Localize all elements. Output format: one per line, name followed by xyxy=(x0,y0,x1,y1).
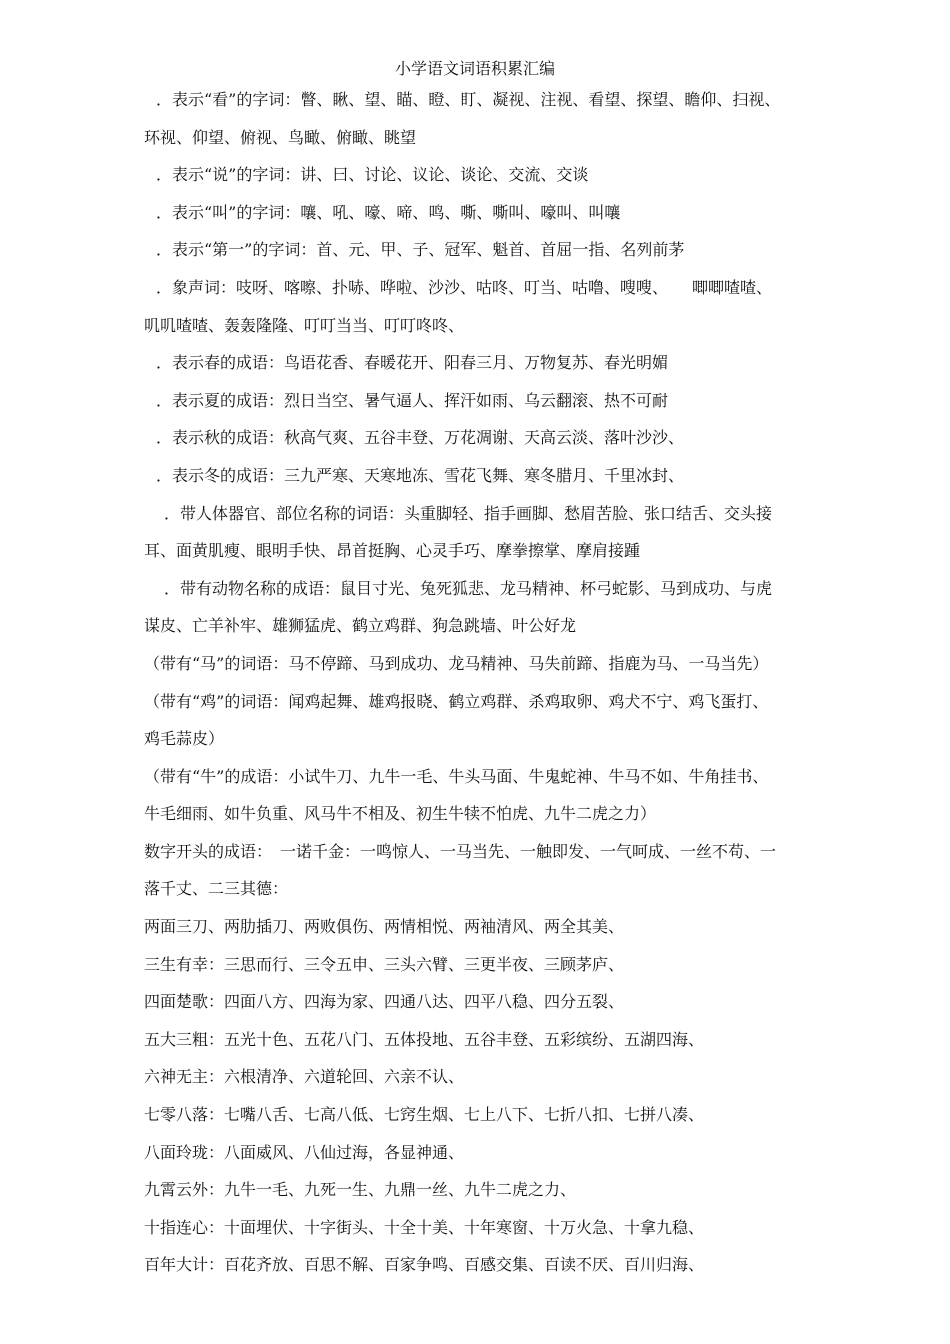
text-line: 环视、仰望、俯视、鸟瞰、俯瞰、眺望 xyxy=(144,127,417,147)
text-line: 三生有幸：三思而行、三令五申、三头六臂、三更半夜、三顾茅庐、 xyxy=(144,954,625,974)
text-line: 两面三刀、两肋插刀、两败俱伤、两情相悦、两袖清风、两全其美、 xyxy=(144,917,625,937)
text-line: ．表示“第一”的字词：首、元、甲、子、冠军、魁首、首屈一指、名列前茅 xyxy=(156,240,685,260)
text-line: ．表示“叫”的字词：嚷、吼、嚎、啼、鸣、嘶、嘶叫、嚎叫、叫嚷 xyxy=(156,202,621,222)
text-line: 四面楚歌：四面八方、四海为家、四通八达、四平八稳、四分五裂、 xyxy=(144,992,625,1012)
document-body xyxy=(144,88,816,1291)
text-line: ．表示“说”的字词：讲、曰、讨论、议论、谈论、交流、交谈 xyxy=(156,165,589,185)
text-line: （带有“鸡”的词语：闻鸡起舞、雄鸡报晓、鹤立鸡群、杀鸡取卵、鸡犬不宁、鸡飞蛋打、 xyxy=(144,691,769,711)
text-line: 十指连心：十面埋伏、十字街头、十全十美、十年寒窗、十万火急、十拿九稳、 xyxy=(144,1217,705,1237)
text-line: 谋皮、亡羊补牢、雄狮猛虎、鹤立鸡群、狗急跳墙、叶公好龙 xyxy=(144,616,577,636)
text-line: ．表示“看”的字词：瞥、瞅、望、瞄、瞪、盯、凝视、注视、看望、探望、瞻仰、扫视、 xyxy=(156,90,781,109)
document-title: 小学语文词语积累汇编 xyxy=(394,59,555,78)
text-line: 落千丈、二三其德： xyxy=(144,879,289,899)
text-line: ．表示夏的成语：烈日当空、暑气逼人、挥汗如雨、乌云翻滚、热不可耐 xyxy=(156,390,669,410)
text-line: ．象声词：吱呀、喀嚓、扑哧、哗啦、沙沙、咕咚、叮当、咕噜、嗖嗖、 唧唧喳喳、 xyxy=(156,277,773,297)
text-line: ．表示春的成语：鸟语花香、春暖花开、阳春三月、万物复苏、春光明媚 xyxy=(156,353,669,373)
text-line: （带有“马”的词语：马不停蹄、马到成功、龙马精神、马失前蹄、指鹿为马、一马当先） xyxy=(144,653,769,673)
text-line: ．带有动物名称的成语：鼠目寸光、兔死狐悲、龙马精神、杯弓蛇影、马到成功、与虎 xyxy=(164,578,773,598)
text-line: 鸡毛蒜皮） xyxy=(144,729,225,749)
text-line: ．带人体器官、部位名称的词语：头重脚轻、指手画脚、愁眉苦脸、张口结舌、交头接 xyxy=(164,503,773,523)
text-line: 六神无主：六根清净、六道轮回、六亲不认、 xyxy=(144,1067,465,1087)
text-line: 耳、面黄肌瘦、眼明手快、昂首挺胸、心灵手巧、摩拳擦掌、摩肩接踵 xyxy=(144,541,641,561)
text-line: 数字开头的成语： 一诺千金：一鸣惊人、一马当先、一触即发、一气呵成、一丝不苟、一 xyxy=(144,841,777,861)
text-line: 叽叽喳喳、轰轰隆隆、叮叮当当、叮叮咚咚、 xyxy=(144,315,465,335)
text-line: 七零八落：七嘴八舌、七高八低、七窍生烟、七上八下、七折八扣、七拼八凑、 xyxy=(144,1105,705,1125)
text-line: ．表示秋的成语：秋高气爽、五谷丰登、万花凋谢、天高云淡、落叶沙沙、 xyxy=(156,428,685,448)
text-line: 九霄云外：九牛一毛、九死一生、九鼎一丝、九牛二虎之力、 xyxy=(144,1180,577,1200)
text-line: 五大三粗：五光十色、五花八门、五体投地、五谷丰登、五彩缤纷、五湖四海、 xyxy=(144,1029,705,1049)
text-line: 八面玲珑：八面威风、八仙过海，各显神通、 xyxy=(144,1142,465,1162)
text-line: （带有“牛”的成语：小试牛刀、九牛一毛、牛头马面、牛鬼蛇神、牛马不如、牛角挂书、 xyxy=(144,766,769,786)
text-line: 牛毛细雨、如牛负重、风马牛不相及、初生牛犊不怕虎、九牛二虎之力） xyxy=(144,804,657,824)
text-line: 百年大计：百花齐放、百思不解、百家争鸣、百感交集、百读不厌、百川归海、 xyxy=(144,1255,705,1275)
text-line: ．表示冬的成语：三九严寒、天寒地冻、雪花飞舞、寒冬腊月、千里冰封、 xyxy=(156,465,685,485)
